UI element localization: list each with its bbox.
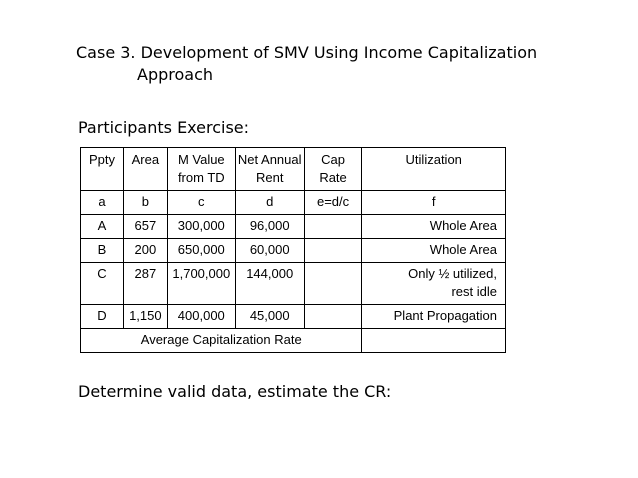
area-cell: 287 (123, 263, 167, 305)
letter-cell: c (167, 191, 235, 215)
m-value-cell: 650,000 (167, 239, 235, 263)
utilization-cell (362, 263, 506, 305)
average-cap-rate-label: Average Capitalization Rate (81, 329, 362, 353)
m-value-cell: 1,700,000 (167, 263, 235, 305)
table-row (81, 263, 506, 305)
instruction-text: Determine valid data, estimate the CR: (78, 382, 392, 401)
header-rent-line1: Net Annual (237, 152, 302, 167)
header-area-text: Area (131, 152, 160, 167)
header-cap-line2: Rate (319, 170, 347, 185)
area-cell: 200 (123, 239, 167, 263)
table-row (81, 305, 506, 329)
header-net-annual-rent (235, 148, 304, 191)
slide-title (76, 42, 537, 86)
utilization-text-line1: Only ½ utilized, (408, 266, 497, 281)
utilization-text: Whole Area (429, 218, 497, 233)
ppty-cell: C (81, 263, 124, 305)
utilization-cell (362, 215, 506, 239)
header-utilization-text: Utilization (405, 152, 462, 167)
m-value-cell: 400,000 (167, 305, 235, 329)
cap-rate-cell (304, 305, 362, 329)
average-cap-rate-value (362, 329, 506, 353)
cap-rate-cell (304, 263, 362, 305)
cap-rate-cell (304, 239, 362, 263)
header-ppty-text: Ppty (88, 152, 115, 167)
utilization-cell (362, 239, 506, 263)
header-ppty (81, 148, 124, 191)
letters-row (81, 191, 506, 215)
m-value-cell: 300,000 (167, 215, 235, 239)
letter-cell: a (81, 191, 124, 215)
header-m-value-line1: M Value (177, 152, 225, 167)
ppty-cell: D (81, 305, 124, 329)
area-cell: 657 (123, 215, 167, 239)
cap-rate-cell (304, 215, 362, 239)
average-row (81, 329, 506, 353)
slide-title-line2: Approach (137, 65, 214, 84)
letter-cell: e=d/c (304, 191, 362, 215)
utilization-text: Plant Propagation (393, 308, 497, 323)
header-m-value-line2: from TD (177, 170, 225, 185)
exercise-heading: Participants Exercise: (78, 118, 250, 137)
header-cap-line1: Cap (321, 152, 345, 167)
letter-cell: f (362, 191, 506, 215)
slide-title-line1: Case 3. Development of SMV Using Income Capitalization (76, 43, 538, 62)
table-row (81, 215, 506, 239)
rent-cell: 96,000 (235, 215, 304, 239)
header-cap-rate (304, 148, 362, 191)
header-utilization (362, 148, 506, 191)
ppty-cell: A (81, 215, 124, 239)
table-row (81, 239, 506, 263)
smv-data-table (80, 147, 506, 353)
table-header-row (81, 148, 506, 191)
header-rent-line2: Rent (255, 170, 284, 185)
rent-cell: 45,000 (235, 305, 304, 329)
header-area (123, 148, 167, 191)
area-cell: 1,150 (123, 305, 167, 329)
rent-cell: 144,000 (235, 263, 304, 305)
utilization-text: Whole Area (429, 242, 497, 257)
rent-cell: 60,000 (235, 239, 304, 263)
letter-cell: b (123, 191, 167, 215)
ppty-cell: B (81, 239, 124, 263)
utilization-text-line2: rest idle (451, 284, 497, 299)
header-m-value (167, 148, 235, 191)
utilization-cell (362, 305, 506, 329)
letter-cell: d (235, 191, 304, 215)
